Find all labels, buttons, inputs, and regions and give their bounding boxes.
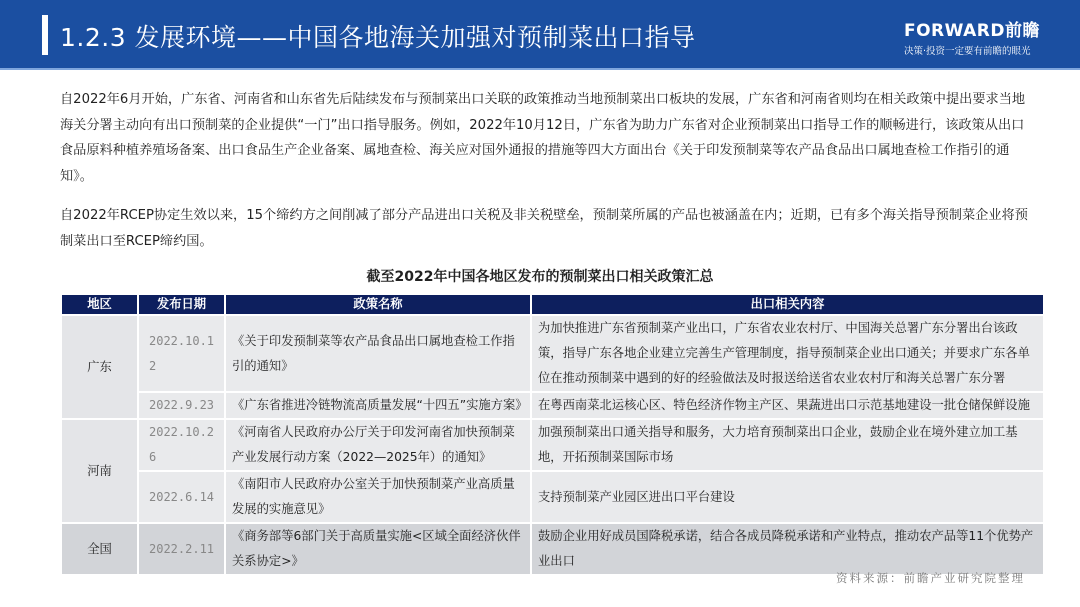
date-cell: 2022.9.23: [138, 392, 225, 419]
table-row: [61, 419, 1044, 471]
region-cell: 全国: [61, 523, 138, 575]
header-policy: 政策名称: [225, 294, 531, 315]
table-header-row: [61, 294, 1044, 315]
policy-cell: 《南阳市人民政府办公室关于加快预制菜产业高质量发展的实施意见》: [225, 471, 531, 523]
header-region: 地区: [61, 294, 138, 315]
policy-cell: 《关于印发预制菜等农产品食品出口属地查检工作指引的通知》: [225, 315, 531, 392]
source-note: 资料来源：前瞻产业研究院整理: [836, 571, 1025, 585]
policy-table: [60, 293, 1045, 576]
content-cell: 支持预制菜产业园区进出口平台建设: [531, 471, 1044, 523]
paragraph-2: 自2022年RCEP协定生效以来，15个缔约方之间削减了部分产品进出口关税及非关税壁垒，预制菜所属的产品也被涵盖在内；近期，已有多个海关指导预制菜企业将预制菜出口至RCEP缔约国。: [60, 208, 1028, 249]
logo-brand: FORWARD前瞻: [903, 21, 1040, 41]
table-title: 截至2022年中国各地区发布的预制菜出口相关政策汇总: [366, 269, 714, 285]
table-row: [61, 392, 1044, 419]
date-cell: 2022.2.11: [138, 523, 225, 575]
date-cell: 2022.10.26: [138, 419, 225, 471]
title-accent-bar: [42, 15, 48, 55]
policy-cell: 《商务部等6部门关于高质量实施<区域全面经济伙伴关系协定>》: [225, 523, 531, 575]
table-row: [61, 315, 1044, 392]
region-cell: 广东: [61, 315, 138, 419]
table-row: [61, 523, 1044, 575]
content-cell: 加强预制菜出口通关指导和服务，大力培育预制菜出口企业，鼓励企业在境外建立加工基地，开拓预制菜国际市场: [531, 419, 1044, 471]
page-title: 1.2.3 发展环境——中国各地海关加强对预制菜出口指导: [60, 23, 696, 52]
content-cell: 为加快推进广东省预制菜产业出口，广东省农业农村厅、中国海关总署广东分署出台该政策，指导广东各地企业建立完善生产管理制度，指导预制菜企业出口通关；并要求广东各单位在推动预制菜中遇到的好的经验做法及时报送给送省农业农村厅和海关总署广东分署: [531, 315, 1044, 392]
policy-cell: 《广东省推进冷链物流高质量发展“十四五”实施方案》: [225, 392, 531, 419]
policy-cell: 《河南省人民政府办公厅关于印发河南省加快预制菜产业发展行动方案（2022—2025年）的通知》: [225, 419, 531, 471]
date-cell: 2022.6.14: [138, 471, 225, 523]
logo-slogan: 决策·投资一定要有前瞻的眼光: [903, 46, 1031, 57]
content-cell: 在粤西南菜北运核心区、特色经济作物主产区、果蔬进出口示范基地建设一批仓储保鲜设施: [531, 392, 1044, 419]
header-bar: [0, 0, 1080, 70]
logo: [904, 16, 1040, 57]
paragraph-1: 自2022年6月开始，广东省、河南省和山东省先后陆续发布与预制菜出口关联的政策推动当地预制菜出口板块的发展，广东省和河南省则均在相关政策中提出要求当地海关分署主动向有出口预制菜的企业提供“一门”出口指导服务。例如，2022年10月12日，广东省为助力广东省对企业预制菜出口指导工作的顺畅进行，该政策从出口食品原料种植养殖场备案、出口食品生产企业备案、属地查检、海关应对国外通报的措施等四大方面出台《关于印发预制菜等农产品食品出口属地查检工作指引的通知》。: [60, 92, 1026, 184]
header-date: 发布日期: [138, 294, 225, 315]
date-cell: 2022.10.12: [138, 315, 225, 392]
table-row: [61, 471, 1044, 523]
header-content: 出口相关内容: [531, 294, 1044, 315]
region-cell: 河南: [61, 419, 138, 523]
content-cell: 鼓励企业用好成员国降税承诺，结合各成员降税承诺和产业特点，推动农产品等11个优势产业出口: [531, 523, 1044, 575]
